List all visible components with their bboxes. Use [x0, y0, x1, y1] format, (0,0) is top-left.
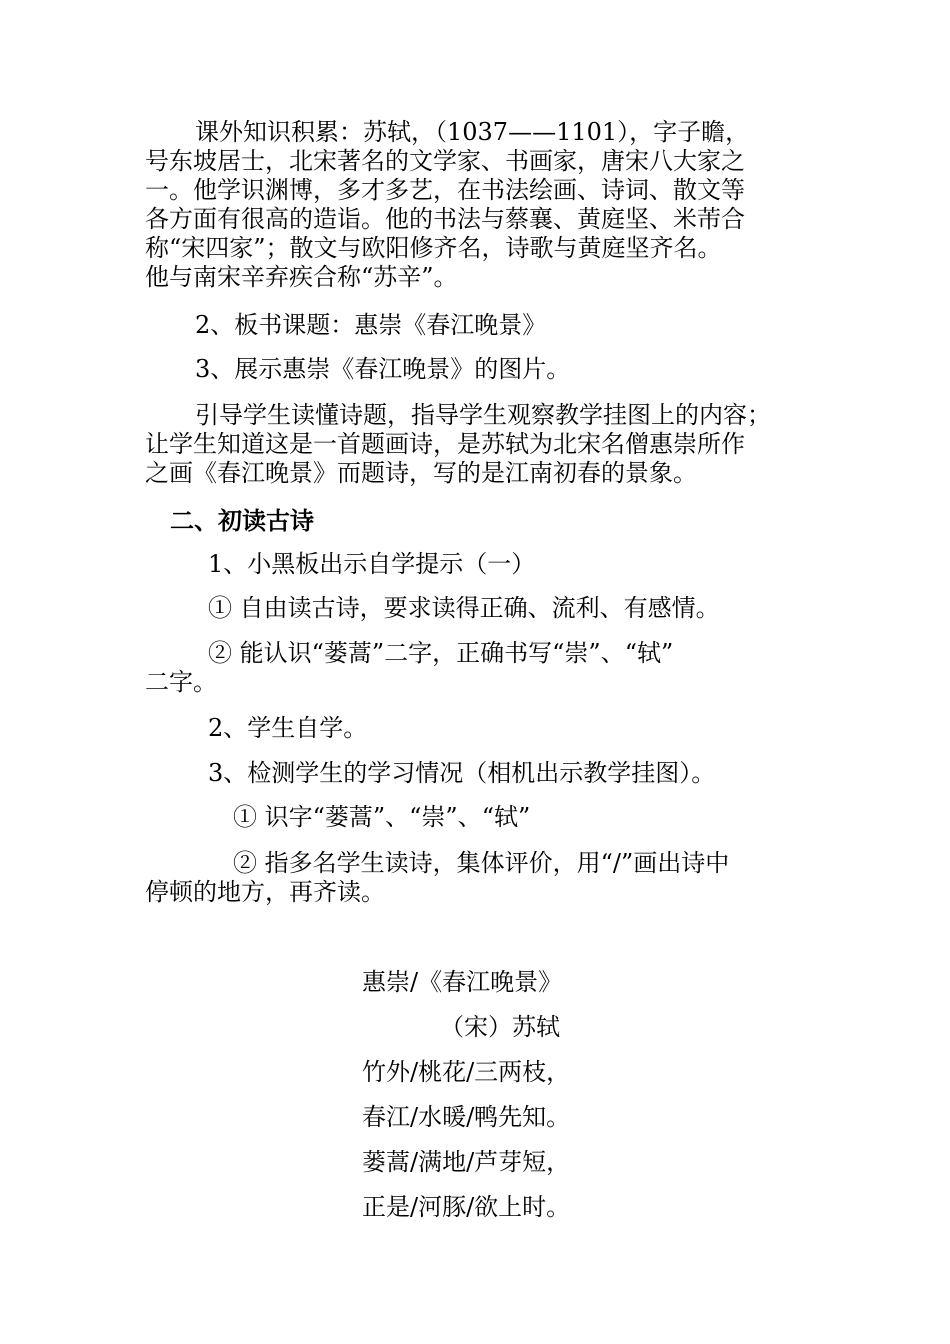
item-3: 3、检测学生的学习情况（相机出示教学挂图）。 — [208, 759, 716, 787]
intro-line-5: 称“宋四家”；散文与欧阳修齐名，诗歌与黄庭坚齐名。 — [145, 234, 722, 262]
intro-line-2: 号东坡居士，北宋著名的文学家、书画家，唐宋八大家之 — [145, 147, 745, 175]
item-3b-line-2: 停顿的地方，再齐读。 — [145, 878, 385, 906]
intro-line-1: 课外知识积累：苏轼，（1037——1101），字子瞻， — [195, 118, 750, 146]
poem-line-1: 竹外/桃花/三两枝， — [362, 1058, 571, 1086]
step-2-text: 2、板书课题：惠崇《春江晚景》 — [195, 311, 547, 339]
intro-line-3: 一。他学识渊博，多才多艺，在书法绘画、诗词、散文等 — [145, 176, 745, 204]
intro-line-4: 各方面有很高的造诣。他的书法与蔡襄、黄庭坚、米芾合 — [145, 205, 745, 233]
poem-title: 惠崇/《春江晚景》 — [362, 968, 563, 996]
poem-line-2: 春江/水暖/鸭先知。 — [362, 1103, 571, 1131]
item-1b-line-1: ② 能认识“蒌蒿”二字，正确书写“崇”、“轼” — [208, 639, 674, 667]
step-3-text: 3、展示惠崇《春江晚景》的图片。 — [195, 355, 571, 383]
item-3a: ① 识字“蒌蒿”、“崇”、“轼” — [233, 803, 531, 831]
item-1: 1、小黑板出示自学提示（一） — [208, 550, 536, 578]
item-3b-line-1: ② 指多名学生读诗，集体评价，用“/”画出诗中 — [233, 849, 730, 877]
poem-author: （宋）苏轼 — [440, 1013, 560, 1041]
section-heading: 二、初读古诗 — [170, 507, 314, 535]
guide-line-3: 之画《春江晚景》而题诗，写的是江南初春的景象。 — [145, 459, 697, 487]
item-1a: ① 自由读古诗，要求读得正确、流利、有感情。 — [208, 594, 720, 622]
intro-line-6: 他与南宋辛弃疾合称“苏辛”。 — [145, 263, 458, 291]
guide-line-2: 让学生知道这是一首题画诗，是苏轼为北宋名僧惠崇所作 — [145, 430, 745, 458]
guide-line-1: 引导学生读懂诗题，指导学生观察教学挂图上的内容； — [195, 401, 771, 429]
item-1b-line-2: 二字。 — [145, 668, 217, 696]
poem-line-4: 正是/河豚/欲上时。 — [362, 1193, 571, 1221]
poem-line-3: 蒌蒿/满地/芦芽短， — [362, 1148, 571, 1176]
item-2: 2、学生自学。 — [208, 714, 368, 742]
